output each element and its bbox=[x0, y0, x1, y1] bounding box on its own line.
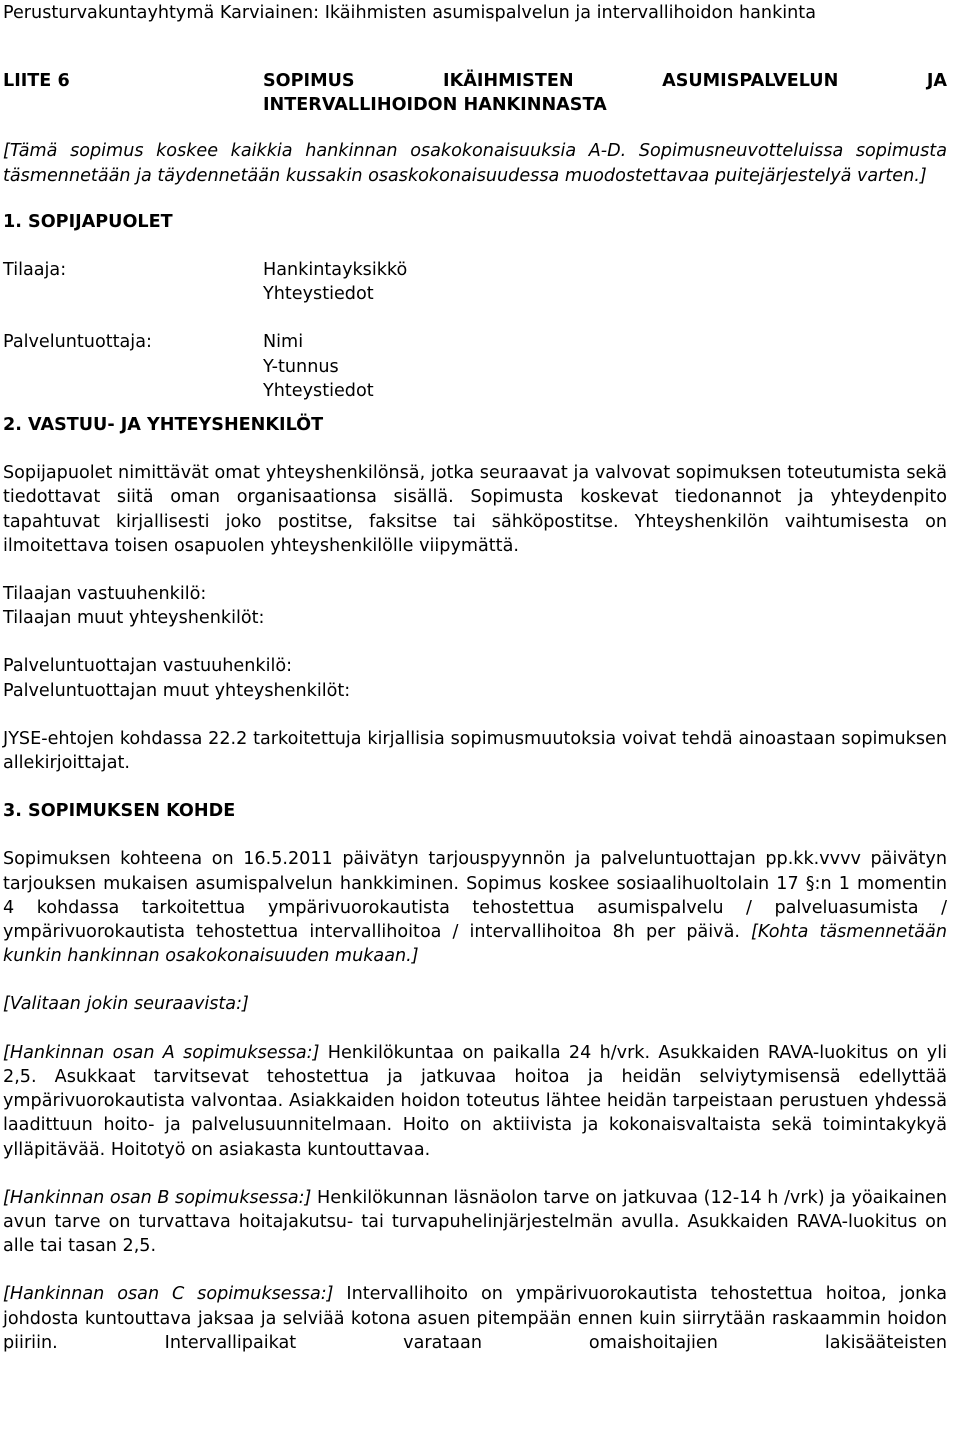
provider-row bbox=[3, 330, 947, 403]
provider-details bbox=[263, 330, 374, 403]
buyer-line: Hankintayksikkö bbox=[263, 260, 408, 281]
part-a-paragraph bbox=[3, 1041, 947, 1162]
buyer-other-contacts-line: Tilaajan muut yhteyshenkilöt: bbox=[3, 608, 265, 629]
appendix-title-line1: SOPIMUS IKÄIHMISTEN ASUMISPALVELUN JA bbox=[263, 71, 947, 91]
choose-note: [Valitaan jokin seuraavista:] bbox=[3, 994, 249, 1015]
subject-note: [Kohta täsmennetään kunkin hankinnan osakokonaisuuden mukaan.] bbox=[3, 922, 947, 967]
provider-other-contacts-line: Palveluntuottajan muut yhteyshenkilöt: bbox=[3, 680, 351, 701]
appendix-id: LIITE 6 bbox=[3, 71, 70, 91]
section-1-heading: 1. SOPIJAPUOLET bbox=[3, 211, 173, 232]
document-page bbox=[3, 0, 947, 1355]
provider-label: Palveluntuottaja: bbox=[3, 332, 152, 353]
running-header: Perusturvakuntayhtymä Karviainen: Ikäihmisten asumispalvelun ja intervallihoidon hankinta bbox=[3, 3, 816, 23]
appendix-heading bbox=[3, 69, 947, 93]
part-b-text: Henkilökunnan läsnäolon tarve on jatkuvaa (12-14 h /vrk) ja yöaikainen avun tarve on turvattava hoitajakutsu- tai turvapuhelinjärjestelmän avulla. Asukkaiden RAVA-luokitus on alle tai tasan 2,5. bbox=[3, 1187, 947, 1257]
contacts-paragraph: Sopijapuolet nimittävät omat yhteyshenkilönsä, jotka seuraavat ja valvovat sopimuksen toteutumista sekä tiedottavat siitä oman organisaationsa sisällä. Sopimusta koskevat tiedonannot ja yhteydenpito tapahtuvat kirjallisesti joko postitse, faksitse tai sähköpostitse. Yhteyshenkilön vaihtumisesta on ilmoitettava toisen osapuolen yhteyshenkilölle viipymättä. bbox=[3, 463, 947, 556]
subject-text: Sopimuksen kohteena on 16.5.2011 päivätyn tarjouspyynnön ja palveluntuottajan pp.kk.vvvv päivätyn tarjouksen mukaisen asumispalvelun hankkiminen. Sopimus koskee sosiaalihuoltolain 17 §:n 1 momentin 4 kohdassa tarkoitettua ympärivuorokautista tehostettua asumispalvelu / palveluasumista / ympärivuorokautista tehostettua intervallihoitoa / intervallihoitoa 8h per päivä. bbox=[3, 849, 947, 943]
provider-line: Y-tunnus bbox=[263, 356, 339, 377]
part-a-label: [Hankinnan osan A sopimuksessa:] bbox=[3, 1042, 320, 1063]
subject-paragraph bbox=[3, 847, 947, 968]
buyer-row bbox=[3, 258, 947, 306]
part-c-label: [Hankinnan osan C sopimuksessa:] bbox=[3, 1284, 334, 1305]
provider-line: Nimi bbox=[263, 332, 304, 353]
buyer-label: Tilaaja: bbox=[3, 260, 67, 281]
buyer-line: Yhteystiedot bbox=[263, 284, 374, 305]
part-c-text: Intervallihoito on ympärivuorokautista tehostettua hoitoa, jonka johdosta kuntouttava jaksaa ja selviää kotona asuen pitempään ennen kuin siirrytään raskaammin hoidon piiriin. Intervallipaikat varataan omaishoitajien lakisääteisten bbox=[3, 1284, 947, 1353]
provider-contact-line: Palveluntuottajan vastuuhenkilö: bbox=[3, 656, 293, 677]
section-2-heading: 2. VASTUU- JA YHTEYSHENKILÖT bbox=[3, 415, 324, 436]
buyer-details bbox=[263, 258, 407, 306]
appendix-title-line2: INTERVALLIHOIDON HANKINNASTA bbox=[263, 95, 607, 116]
provider-line: Yhteystiedot bbox=[263, 380, 374, 401]
part-a-text: Henkilökuntaa on paikalla 24 h/vrk. Asukkaiden RAVA-luokitus on yli 2,5. Asukkaat tarvitsevat tehostettua ja jatkuvaa hoitoa ja heidän selviytymisensä edellyttää ympärivuorokautista valvontaa. Asiakkaiden hoidon toteutus lähtee heidän tarpeistaan perustuen yhdessä laadittuun hoito- ja palvelusuunnitelmaan. Hoito on aktiivista ja kokonaisvaltaista sekä toimintakykyä ylläpitävää. Hoitotyö on asiakasta kuntouttavaa. bbox=[3, 1042, 947, 1160]
part-b-label: [Hankinnan osan B sopimuksessa:] bbox=[3, 1187, 312, 1208]
part-b-paragraph bbox=[3, 1186, 947, 1259]
buyer-contact-line: Tilaajan vastuuhenkilö: bbox=[3, 584, 207, 605]
section-3-heading: 3. SOPIMUKSEN KOHDE bbox=[3, 801, 236, 822]
part-c-paragraph bbox=[3, 1282, 947, 1355]
jyse-paragraph: JYSE-ehtojen kohdassa 22.2 tarkoitettuja kirjallisia sopimusmuutoksia voivat tehdä ainoastaan sopimuksen allekirjoittajat. bbox=[3, 728, 947, 774]
intro-note: [Tämä sopimus koskee kaikkia hankinnan osakokonaisuuksia A-D. Sopimusneuvotteluissa sopimusta täsmennetään ja täydennetään kussakin osaskokonaisuudessa muodostettavaa puitejärjestelyä varten.] bbox=[3, 141, 947, 186]
